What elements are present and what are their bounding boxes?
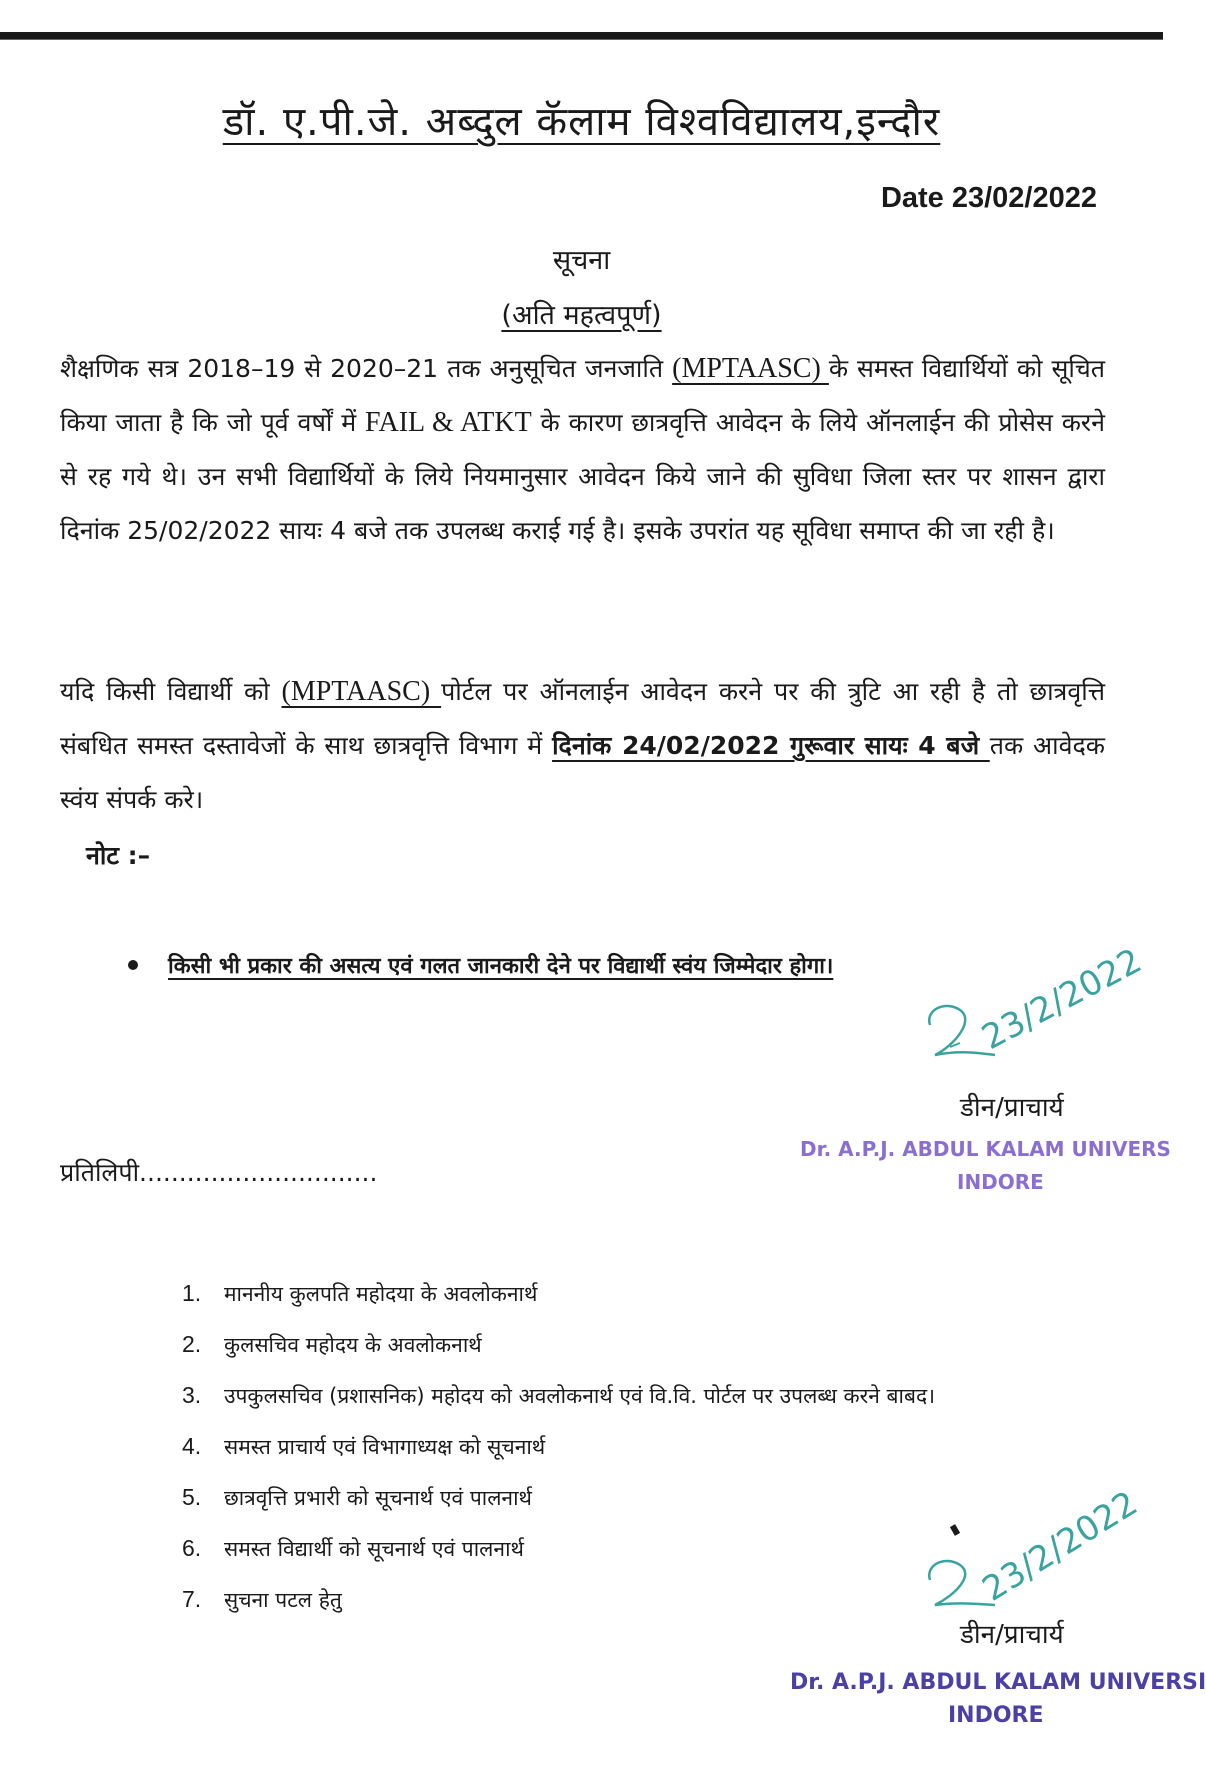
- copy-distribution-list: [182, 1268, 935, 1625]
- list-item: [182, 1370, 935, 1421]
- bullet-icon: [128, 960, 138, 970]
- list-item-number: 3.: [182, 1382, 202, 1408]
- list-item-number: 5.: [182, 1484, 202, 1510]
- note-bullet-item: [128, 950, 833, 980]
- stamp-1-line-1: Dr. A.P.J. ABDUL KALAM UNIVERS: [800, 1137, 1171, 1161]
- para2-text-1: यदि किसी विद्यार्थी को: [60, 677, 282, 706]
- designation-2: डीन/प्राचार्य: [960, 1620, 1064, 1650]
- stamp-2-line-2: INDORE: [948, 1703, 1044, 1728]
- stamp-2-line-1: Dr. A.P.J. ABDUL KALAM UNIVERSI: [790, 1670, 1206, 1695]
- list-item-text: समस्त विद्यार्थी को सूचनार्थ एवं पालनार्थ: [224, 1536, 524, 1561]
- list-item-number: 1.: [182, 1280, 202, 1306]
- list-item-number: 2.: [182, 1331, 202, 1357]
- list-item-number: 4.: [182, 1433, 202, 1459]
- para2-portal-name: (MPTAASC): [281, 676, 442, 707]
- list-item-text: छात्रवृत्ति प्रभारी को सूचनार्थ एवं पालनार्थ: [224, 1485, 532, 1510]
- notice-subheading-text: (अति महत्वपूर्ण): [501, 300, 662, 331]
- copy-to-label: प्रतिलिपी..............................: [60, 1158, 378, 1187]
- list-item-text: कुलसचिव महोदय के अवलोकनार्थ: [224, 1332, 482, 1357]
- paragraph-eligibility: [60, 342, 1105, 558]
- list-item: [182, 1268, 935, 1319]
- handwritten-signature-1: [920, 940, 1149, 1075]
- list-item-number: 6.: [182, 1535, 202, 1561]
- note-bullet-text: किसी भी प्रकार की असत्य एवं गलत जानकारी देने पर विद्यार्थी स्वंय जिम्मेदार होगा।: [168, 954, 834, 979]
- para2-text-2: पोर्टल पर ऑनलाईन आवेदन करने पर की त्रुटि आ रही है तो छात्रवृत्ति संबधित समस्त दस्तावेजों के साथ छात्रवृत्ति विभाग में: [60, 677, 1106, 760]
- list-item-text: समस्त प्राचार्य एवं विभागाध्यक्ष को सूचनार्थ: [224, 1434, 546, 1459]
- para2-deadline: दिनांक 24/02/2022 गुरूवार सायः 4 बजे: [552, 731, 990, 760]
- designation-1: डीन/प्राचार्य: [960, 1093, 1064, 1123]
- para1-text-1: शैक्षणिक सत्र 2018–19 से 2020–21 तक अनुसूचित जनजाति: [60, 354, 673, 383]
- para1-portal-name: (MPTAASC): [672, 353, 829, 384]
- handwritten-signature-2: [920, 1483, 1145, 1610]
- notice-subheading: [0, 295, 1163, 332]
- list-item: [182, 1523, 935, 1574]
- signature-2-text: 23/2/2022: [975, 1483, 1145, 1610]
- list-item: [182, 1319, 935, 1370]
- para1-text-3: के कारण छात्रवृत्ति आवेदन के लिये ऑनलाईन की प्रोसेस करने से रह गये थे। उन सभी विद्यार्थियों के लिये नियमानुसार आवेदन किये जाने की सुविधा जिला स्तर पर शासन द्वारा दिनांक 25/02/2022 सायः 4 बजे तक उपलब्ध कराई गई है। इसके उपरांत यह सूविधा समाप्त की जा रही है।: [60, 408, 1105, 545]
- paragraph-contact: [60, 665, 1105, 827]
- list-item: [182, 1574, 935, 1625]
- university-title-text: डॉ. ए.पी.जे. अब्दुल कॅलाम विश्वविद्यालय,इन्दौर: [222, 99, 941, 145]
- para1-fail-atkt: FAIL & ATKT: [365, 407, 532, 438]
- stamp-1-line-2: INDORE: [957, 1170, 1044, 1194]
- list-item: [182, 1472, 935, 1523]
- para1-text-2: के समस्त विद्यार्थियों को सूचित किया जाता है कि जो पूर्व वर्षों में: [60, 354, 1106, 437]
- list-item-text: सुचना पटल हेतु: [224, 1587, 342, 1612]
- notice-date: Date 23/02/2022: [880, 182, 1097, 214]
- top-border-rule: [0, 32, 1163, 40]
- university-title: [0, 92, 1163, 147]
- list-item: [182, 1421, 935, 1472]
- signature-1-text: 23/2/2022: [975, 940, 1149, 1058]
- note-label: नोट :–: [86, 841, 151, 870]
- para2-text-3: तक आवेदक स्वंय संपर्क करे।: [60, 731, 1105, 814]
- list-item-text: माननीय कुलपति महोदया के अवलोकनार्थ: [224, 1281, 538, 1306]
- notice-heading: सूचना: [552, 245, 611, 276]
- list-item-text: उपकुलसचिव (प्रशासनिक) महोदय को अवलोकनार्थ एवं वि.वि. पोर्टल पर उपलब्ध करने बाबद।: [224, 1383, 936, 1408]
- list-item-number: 7.: [182, 1586, 202, 1612]
